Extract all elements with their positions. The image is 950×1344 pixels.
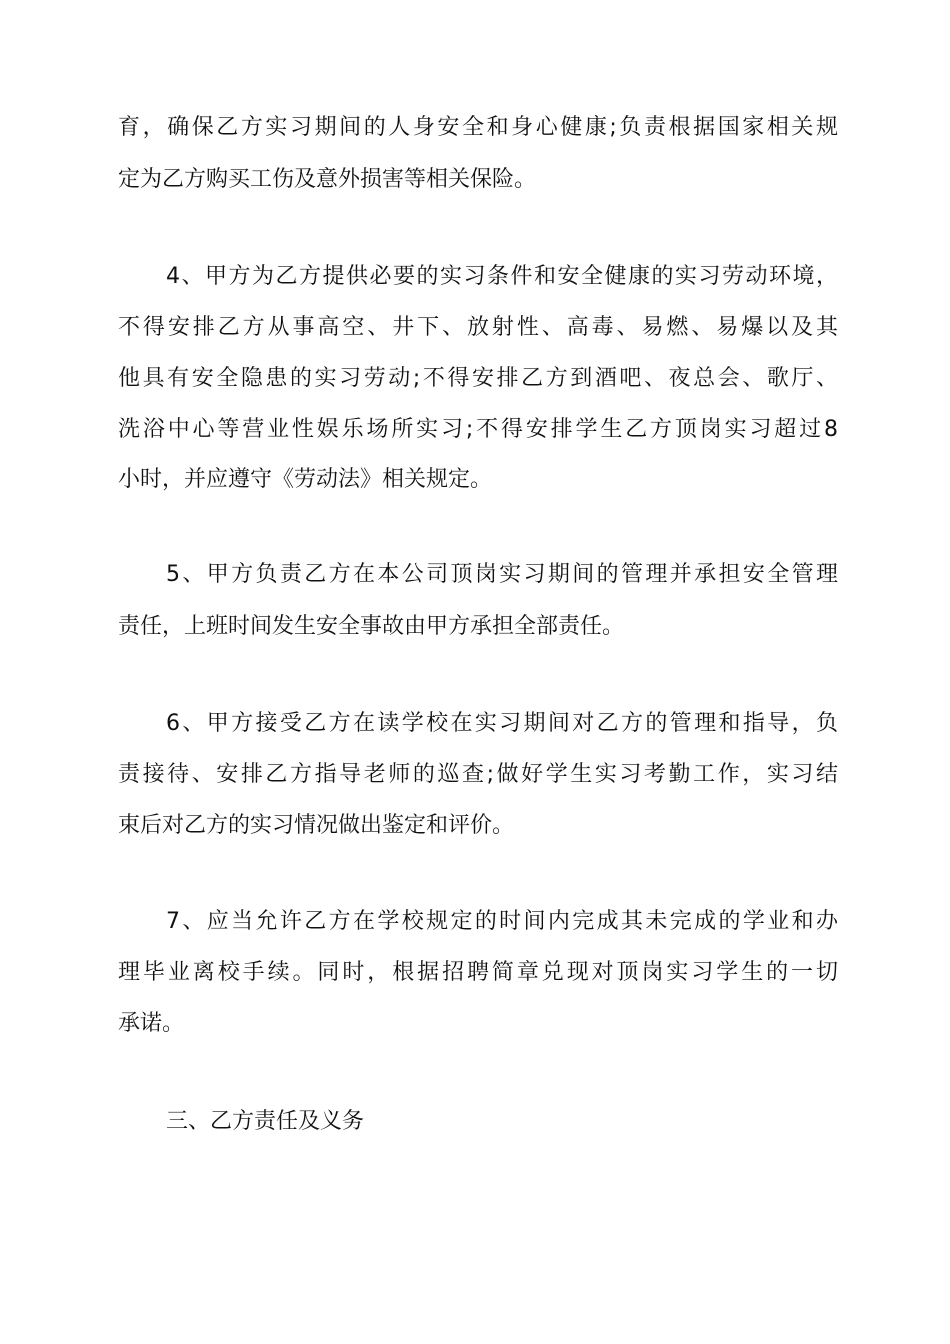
text-line: 不得安排乙方从事高空、井下、放射性、高毒、易燃、易爆以及其 [118, 315, 838, 340]
text-line: 6、甲方接受乙方在读学校在实习期间对乙方的管理和指导，负 [166, 711, 838, 736]
text-line: 责接待、安排乙方指导老师的巡查;做好学生实习考勤工作，实习结 [118, 762, 838, 787]
text-line: 责任，上班时间发生安全事故由甲方承担全部责任。 [118, 614, 625, 639]
text-line: 5、甲方负责乙方在本公司顶岗实习期间的管理并承担安全管理 [166, 562, 838, 587]
section-heading: 三、乙方责任及义务 [166, 1109, 365, 1134]
text-line: 育，确保乙方实习期间的人身安全和身心健康;负责根据国家相关规 [118, 115, 838, 140]
text-line: 理毕业离校手续。同时，根据招聘简章兑现对顶岗实习学生的一切 [118, 960, 838, 985]
text-line: 4、甲方为乙方提供必要的实习条件和安全健康的实习劳动环境， [166, 264, 838, 289]
text-line: 定为乙方购买工伤及意外损害等相关保险。 [118, 167, 537, 192]
text-line: 他具有安全隐患的实习劳动;不得安排乙方到酒吧、夜总会、歌厅、 [118, 366, 838, 391]
text-line: 7、应当允许乙方在学校规定的时间内完成其未完成的学业和办 [166, 909, 838, 934]
text-line: 洗浴中心等营业性娱乐场所实习;不得安排学生乙方顶岗实习超过8 [118, 417, 838, 442]
text-line: 小时，并应遵守《劳动法》相关规定。 [118, 467, 493, 492]
text-line: 束后对乙方的实习情况做出鉴定和评价。 [118, 813, 515, 838]
text-line: 承诺。 [118, 1011, 185, 1036]
